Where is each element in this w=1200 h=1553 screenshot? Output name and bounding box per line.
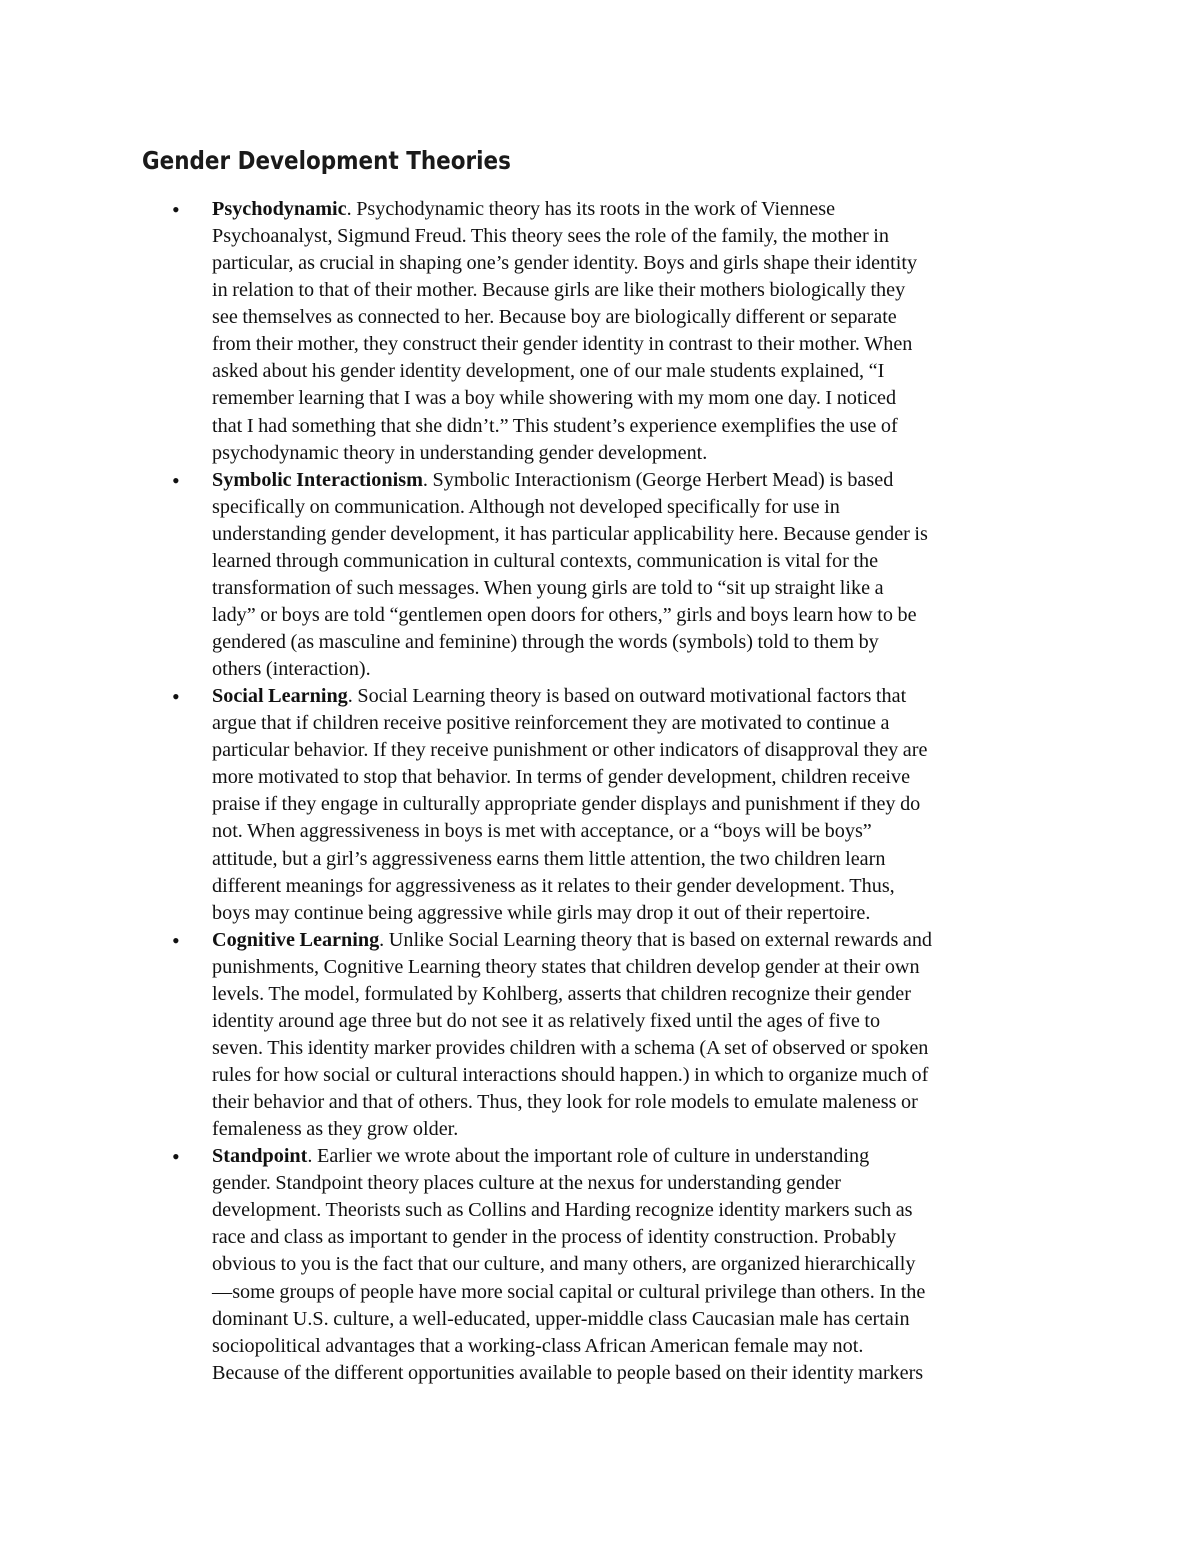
text-line: that I had something that she didn’t.” This student’s experience exemplifies the use of: [212, 414, 898, 437]
theory-item-social-learning: [0, 683, 1200, 927]
text-line: attitude, but a girl’s aggressiveness earns them little attention, the two children learn: [212, 847, 886, 870]
text-line: see themselves as connected to her. Because boy are biologically different or separate: [212, 306, 897, 329]
text-line: [212, 927, 1072, 954]
text-line: asked about his gender identity development, one of our male students explained, “I: [212, 360, 885, 383]
text-line: gender. Standpoint theory places culture at the nexus for understanding gender: [212, 1172, 842, 1195]
theory-item-symbolic-interactionism: [0, 467, 1200, 684]
theory-term: Social Learning: [212, 685, 348, 708]
bullet-icon: •: [172, 684, 180, 710]
theory-item-psychodynamic: [0, 196, 1200, 467]
theory-paragraph: [212, 467, 1072, 684]
text-line: seven. This identity marker provides children with a schema (A set of observed or spoken: [212, 1036, 929, 1059]
theory-term: Standpoint: [212, 1145, 308, 1168]
theory-text: . Symbolic Interactionism (George Herbert Mead) is based: [422, 468, 894, 491]
text-line: different meanings for aggressiveness as it relates to their gender development. Thus,: [212, 874, 895, 897]
text-line: argue that if children receive positive reinforcement they are motivated to continue a: [212, 712, 890, 735]
theory-item-cognitive-learning: [0, 927, 1200, 1144]
text-line: dominant U.S. culture, a well-educated, upper-middle class Caucasian male has certain: [212, 1307, 910, 1330]
text-line: others (interaction).: [212, 658, 371, 681]
text-line: learned through communication in cultural contexts, communication is vital for the: [212, 549, 879, 572]
text-line: lady” or boys are told “gentlemen open doors for others,” girls and boys learn how to be: [212, 603, 917, 626]
text-line: [212, 683, 1072, 710]
theory-text: . Unlike Social Learning theory that is based on external rewards and: [379, 928, 933, 951]
text-line: development. Theorists such as Collins and Harding recognize identity markers such as: [212, 1199, 913, 1222]
text-line: race and class as important to gender in the process of identity construction. Probably: [212, 1226, 897, 1249]
theory-paragraph: [212, 1143, 1072, 1387]
text-line: specifically on communication. Although not developed specifically for use in: [212, 495, 840, 518]
text-line: not. When aggressiveness in boys is met with acceptance, or a “boys will be boys”: [212, 820, 872, 843]
text-line: more motivated to stop that behavior. In terms of gender development, children receive: [212, 766, 911, 789]
bullet-icon: •: [172, 467, 180, 493]
bullet-icon: •: [172, 927, 180, 953]
text-line: remember learning that I was a boy while showering with my mom one day. I noticed: [212, 387, 897, 410]
text-line: [212, 1143, 1072, 1170]
text-line: femaleness as they grow older.: [212, 1118, 459, 1141]
theory-text: . Earlier we wrote about the important role of culture in understanding: [307, 1145, 870, 1168]
text-line: identity around age three but do not see it as relatively fixed until the ages of five to: [212, 1009, 881, 1032]
theory-item-standpoint: [0, 1143, 1200, 1387]
text-line: Psychoanalyst, Sigmund Freud. This theory sees the role of the family, the mother in: [212, 225, 889, 248]
text-line: from their mother, they construct their gender identity in contrast to their mother. When: [212, 333, 913, 356]
theory-term: Psychodynamic: [212, 198, 347, 220]
theory-term: Symbolic Interactionism: [212, 468, 423, 491]
text-line: praise if they engage in culturally appropriate gender displays and punishment if they do: [212, 793, 921, 816]
text-line: transformation of such messages. When young girls are told to “sit up straight like a: [212, 576, 884, 599]
text-line: punishments, Cognitive Learning theory states that children develop gender at their own: [212, 955, 920, 978]
text-line: particular, as crucial in shaping one’s gender identity. Boys and girls shape their identity: [212, 252, 918, 275]
theory-list: [0, 196, 1200, 1387]
text-line: psychodynamic theory in understanding gender development.: [212, 441, 708, 464]
text-line: rules for how social or cultural interactions should happen.) in which to organize much of: [212, 1064, 929, 1086]
text-line: obvious to you is the fact that our culture, and many others, are organized hierarchically: [212, 1253, 916, 1276]
theory-paragraph: [212, 196, 1072, 467]
text-line: particular behavior. If they receive punishment or other indicators of disapproval they are: [212, 739, 928, 762]
text-line: Because of the different opportunities available to people based on their identity markers: [212, 1361, 924, 1384]
bullet-icon: •: [172, 1144, 180, 1170]
text-line: [212, 467, 1072, 494]
theory-text: . Social Learning theory is based on outward motivational factors that: [347, 685, 907, 708]
theory-paragraph: [212, 927, 1072, 1144]
text-line: sociopolitical advantages that a working-class African American female may not.: [212, 1334, 864, 1357]
text-line: their behavior and that of others. Thus, they look for role models to emulate maleness or: [212, 1091, 918, 1114]
theory-term: Cognitive Learning: [212, 928, 380, 951]
theory-paragraph: [212, 683, 1072, 927]
theory-text: . Psychodynamic theory has its roots in the work of Viennese: [346, 198, 836, 220]
document-title: Gender Development Theories: [142, 146, 511, 175]
text-line: levels. The model, formulated by Kohlberg, asserts that children recognize their gender: [212, 982, 911, 1005]
text-line: —some groups of people have more social capital or cultural privilege than others. In the: [212, 1280, 926, 1303]
text-line: [212, 196, 1072, 223]
bullet-icon: •: [172, 197, 180, 222]
text-line: understanding gender development, it has particular applicability here. Because gender is: [212, 522, 928, 545]
text-line: gendered (as masculine and feminine) through the words (symbols) told to them by: [212, 631, 879, 653]
text-line: boys may continue being aggressive while girls may drop it out of their repertoire.: [212, 901, 871, 924]
text-line: in relation to that of their mother. Because girls are like their mothers biologically they: [212, 279, 906, 302]
